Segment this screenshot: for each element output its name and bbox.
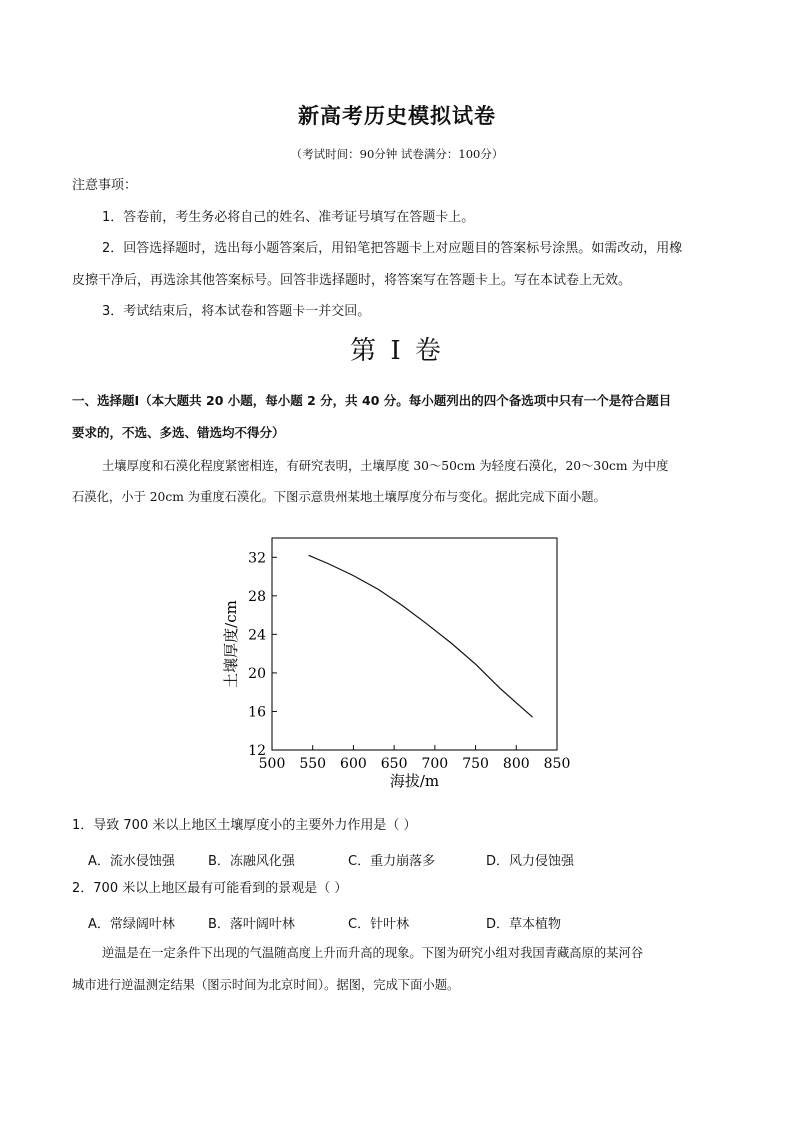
notice-heading: 注意事项： xyxy=(72,178,138,193)
q1-option-d[interactable]: D．风力侵蚀强 xyxy=(486,854,575,869)
question-2-stem: 2．700 米以上地区最有可能看到的景观是（ ） xyxy=(72,881,348,896)
y-axis-label: 土壤厚度/cm xyxy=(222,600,240,688)
x-tick-label: 800 xyxy=(502,756,530,772)
q2-option-b[interactable]: B．落叶阔叶林 xyxy=(208,917,295,932)
x-tick-label: 600 xyxy=(340,756,367,772)
q2-option-d[interactable]: D．草本植物 xyxy=(486,917,562,932)
q1-option-c[interactable]: C．重力崩落多 xyxy=(348,854,436,869)
y-tick-label: 12 xyxy=(248,743,266,759)
plot-frame xyxy=(272,538,557,750)
volume-heading: 第 I 卷 xyxy=(350,336,444,366)
x-tick-label: 850 xyxy=(543,756,571,772)
x-tick-label: 650 xyxy=(380,756,408,772)
passage-1-line-1: 土壤厚度和石漠化程度紧密相连，有研究表明，土壤厚度 30～50cm 为轻度石漠化，20～30cm 为中度 xyxy=(102,459,669,473)
x-tick-label: 700 xyxy=(421,756,449,772)
exam-info: （考试时间：90分钟 试卷满分：100分） xyxy=(290,147,504,161)
y-tick-label: 24 xyxy=(248,627,266,644)
y-tick-label: 28 xyxy=(248,588,266,605)
q2-option-a[interactable]: A．常绿阔叶林 xyxy=(88,917,175,932)
notice-item-3: 3．考试结束后，将本试卷和答题卡一并交回。 xyxy=(102,304,371,319)
q2-option-c[interactable]: C．针叶林 xyxy=(348,917,410,932)
y-tick-label: 32 xyxy=(248,550,266,567)
passage-2-line-1: 逆温是在一定条件下出现的气温随高度上升而升高的现象。下图为研究小组对我国青藏高原的某河谷 xyxy=(102,946,644,960)
page-title: 新高考历史模拟试卷 xyxy=(298,104,496,128)
passage-2-line-2: 城市进行逆温测定结果（图示时间为北京时间）。据图，完成下面小题。 xyxy=(72,978,460,992)
notice-item-2: 2．回答选择题时，选出每小题答案后，用铅笔把答题卡上对应题目的答案标号涂黑。如需改动，用橡 xyxy=(102,241,683,256)
y-tick-label: 20 xyxy=(248,665,266,682)
y-tick-label: 16 xyxy=(248,704,266,721)
question-1-stem: 1．导致 700 米以上地区土壤厚度小的主要外力作用是（ ） xyxy=(72,818,417,833)
q1-option-a[interactable]: A．流水侵蚀强 xyxy=(88,854,175,869)
series-line xyxy=(309,555,533,717)
x-tick-label: 750 xyxy=(462,756,489,772)
x-tick-label: 550 xyxy=(299,756,327,772)
soil-thickness-chart xyxy=(220,530,580,800)
section-heading-line-2: 要求的，不选、多选、错选均不得分） xyxy=(72,425,285,440)
x-tick-label: 500 xyxy=(258,756,286,772)
notice-item-2-cont: 皮擦干净后，再选涂其他答案标号。回答非选择题时，将答案写在答题卡上。写在本试卷上无效。 xyxy=(72,273,632,288)
notice-item-1: 1．答卷前，考生务必将自己的姓名、准考证号填写在答题卡上。 xyxy=(102,210,475,225)
section-heading-line-1: 一、选择题Ⅰ（本大题共 20 小题，每小题 2 分，共 40 分。每小题列出的四个备选项中只有一个是符合题目 xyxy=(72,393,672,408)
passage-1-line-2: 石漠化，小于 20cm 为重度石漠化。下图示意贵州某地土壤厚度分布与变化。据此完成下面小题。 xyxy=(72,490,606,504)
x-axis-label: 海拔/m xyxy=(389,772,440,790)
q1-option-b[interactable]: B．冻融风化强 xyxy=(208,854,295,869)
